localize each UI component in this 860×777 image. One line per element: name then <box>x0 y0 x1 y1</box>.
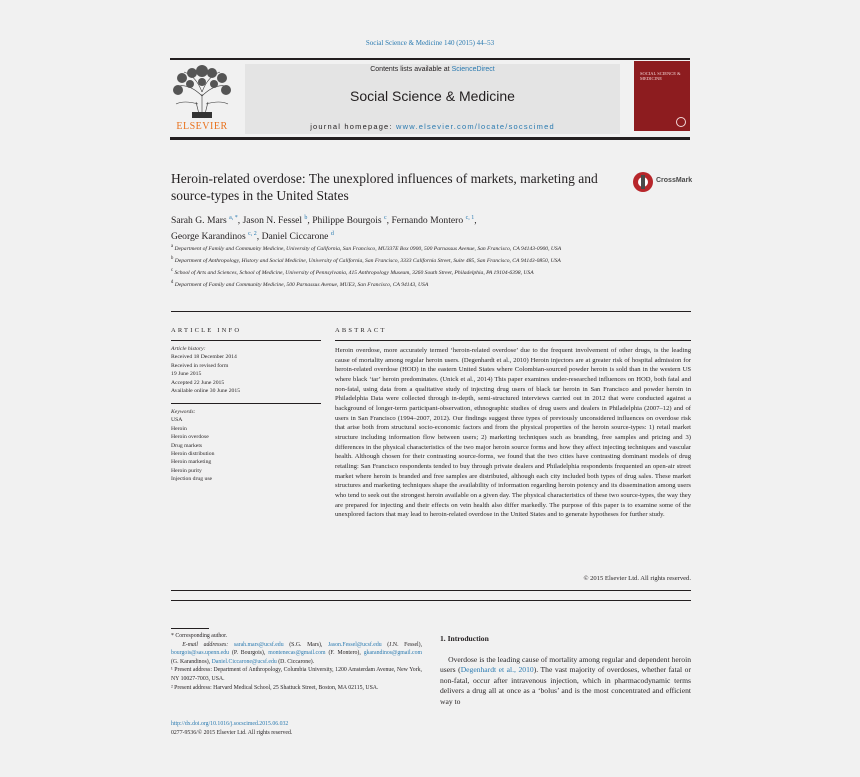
history-line: Received in revised form <box>171 362 229 369</box>
author-affil-marker[interactable]: b <box>304 215 308 221</box>
author-name[interactable]: Philippe Bourgois <box>312 215 382 227</box>
cover-logo-icon <box>676 117 686 127</box>
email-label: E-mail addresses: <box>182 641 229 648</box>
cover-title: SOCIAL SCIENCE & MEDICINE <box>640 71 681 81</box>
journal-title: Social Science & Medicine <box>350 88 515 104</box>
doi-block <box>171 720 422 737</box>
abstract-copyright: © 2015 Elsevier Ltd. All rights reserved. <box>583 575 691 582</box>
homepage-link[interactable]: www.elsevier.com/locate/socscimed <box>396 122 555 131</box>
journal-cover-image[interactable] <box>634 61 690 131</box>
history-label: Article history: <box>171 346 206 352</box>
doi-link[interactable]: http://dx.doi.org/10.1016/j.socscimed.2015.06.032 <box>171 721 289 727</box>
email-link[interactable]: gkarandinos@gmail.com <box>363 650 423 657</box>
header-rule-thick <box>170 137 690 140</box>
author-name[interactable]: George Karandinos <box>171 230 246 242</box>
author-affil-marker[interactable]: c, 2 <box>248 230 257 237</box>
homepage-line <box>245 122 620 131</box>
sciencedirect-link[interactable]: ScienceDirect <box>451 66 495 73</box>
journal-reference[interactable]: Social Science & Medicine 140 (2015) 44–53 <box>365 39 495 47</box>
keyword-item: Injection drug use <box>171 476 213 483</box>
info-divider <box>171 403 321 404</box>
present-address-note: ² Present address: Harvard Medical School, 25 Shattuck Street, Boston, MA 02115, USA. <box>171 684 379 691</box>
keyword-item: USA <box>171 417 183 424</box>
abstract-rule <box>335 340 691 341</box>
keyword-item: Heroin purity <box>171 467 202 474</box>
history-line: 19 June 2015 <box>171 371 202 378</box>
article-history <box>171 345 321 395</box>
email-addresses: E-mail addresses: sarah.mars@ucsf.edu (S.G. Mars), Jason.Fessel@ucsf.edu (J.N. Fessel), bourgois@sas.upenn.edu (P. Bourgois), montenecas@gmail.com (F. Montero), gkarandinos@gmail.com (G. Karandinos), Daniel.Ciccarone@ucsf.edu (D. Ciccarone). <box>171 641 423 665</box>
email-link[interactable]: montenecas@gmail.com <box>268 650 326 657</box>
section-rule <box>171 311 691 312</box>
section-rule-bottom <box>171 590 691 591</box>
author-affil-marker[interactable]: d <box>330 230 334 237</box>
introduction-heading: 1. Introduction <box>440 634 489 643</box>
history-line: Accepted 22 June 2015 <box>171 379 225 386</box>
article-info-heading: ARTICLE INFO <box>171 327 242 334</box>
keyword-item: Drug markets <box>171 442 203 449</box>
keywords <box>171 408 321 484</box>
citation-link[interactable]: Degenhardt et al., 2010 <box>460 665 534 675</box>
author-name[interactable]: Jason N. Fessel <box>242 215 302 227</box>
email-link[interactable]: Daniel.Ciccarone@ucsf.edu <box>211 658 277 665</box>
elsevier-wordmark: ELSEVIER <box>176 121 228 132</box>
crossmark-button[interactable] <box>633 172 693 192</box>
keyword-item: Heroin overdose <box>171 434 209 441</box>
author-name[interactable]: Sarah G. Mars <box>171 215 227 227</box>
history-line: Received 18 December 2014 <box>171 354 237 361</box>
keyword-item: Heroin <box>171 425 187 432</box>
keyword-item: Heroin distribution <box>171 451 215 458</box>
introduction-paragraph: Overdose is the leading cause of mortality among regular and dependent heroin users (Degenhardt et al., 2010). The vast majority of overdoses, whether fatal or non-fatal, occur after intravenous injection, which in pharmacodynamic terms delivers a drug all at once as a ‘bolus’ and is the most concentrated and efficient way to <box>440 655 691 706</box>
header-rule <box>170 58 690 60</box>
email-link[interactable]: bourgois@sas.upenn.edu <box>171 650 230 657</box>
abstract-text: Heroin overdose, more accurately termed ‘heroin-related overdose’ due to the frequent involvement of other drugs, is the leading cause of mortality among regular heroin users. (Degenhardt et al., 2010) Heroin injectors are at greater risk of hospital admission for heroin-related overdose (HOD) in the eastern United States where Colombian-sourced powder heroin is sold than in the western US where black ‘tar’ heroin predominates. (Unick et al., 2014) This paper examines under-researched influences on HOD, both fatal and non-fatal, using data from a qualitative study of injecting drug users of black tar heroin in San Francisco and powder heroin in Philadelphia Data were collected through in-depth, semi-structured interviews carried out in 2012 that were conducted against a background of longer-term participant-observation, ethnographic studies of drug users and dealers in Philadelphia (2007–12) and of users in San Francisco (1994–2007, 2012). Our findings suggest three types of previously unconsidered influences on overdose risk that arise both from structural socio-economic factors and from the physical properties of the heroin source-types: 1) retail market structure including information flow between users; 2) marketing techniques such as branding, free samples and pricing and 3) differences in the physical characteristics of the two major heroin source forms and how they affect injecting techniques and vascular health. Although chosen for their contrasting source-forms, we found that the two cities have contrasting dominant models of drug retailing: San Francisco respondents tended to buy through private dealers and Philadelphia respondents frequented an open-air street market where heroin is branded and free samples are distributed, although each city included both types of drug sales. These market structures and marketing techniques shape the availability of information regarding heroin potency and its dissemination among users who tend to seek out the strongest heroin available on a given day. The physical characteristics of these two source-types, the way they are prepared for injecting and their effects on vein health also differ markedly. The purpose of this paper is to examine some of the unexplored factors that may lead to heroin-related overdose in the United States and to generate hypotheses for further study. <box>335 347 691 519</box>
contents-line <box>245 66 620 73</box>
history-line: Available online 30 June 2015 <box>171 388 241 395</box>
affiliation-item: $^b$ Department of Anthropology, History and Social Medicine, University of California, San Francisco, 3333 California Street, Suite 485, San Francisco, CA 94143-0850, USA <box>171 255 561 264</box>
author-list: Sarah G. Mars $^{a, *}$, Jason N. Fessel $^b$, Philippe Bourgois $^c$, Fernando Montero $^{c, 1}$, George Karandinos $^{c, 2}$, Daniel Ciccarone $^d$ <box>171 215 477 242</box>
author-name[interactable]: Daniel Ciccarone <box>261 230 329 242</box>
section-rule-bottom-2 <box>171 600 691 601</box>
corresponding-author-note: * Corresponding author. <box>171 633 228 639</box>
keyword-item: Heroin marketing <box>171 459 212 466</box>
footnotes <box>171 632 422 692</box>
keywords-label: Keywords: <box>171 409 196 415</box>
present-address-note: ¹ Present address: Department of Anthropology, Columbia University, 1200 Amsterdam Avenue, New York, NY 10027-7003, USA. <box>171 667 422 682</box>
article-title: Heroin-related overdose: The unexplored influences of markets, marketing and source-types in the United States <box>171 171 598 203</box>
affiliation-item: $^a$ Department of Family and Community Medicine, University of California, San Francisco, MU337E Box 0900, 500 Parnassus Avenue, San Francisco, CA 94143-0900, USA <box>171 244 562 252</box>
author-affil-marker[interactable]: c <box>384 215 387 221</box>
contents-prefix: Contents lists available at <box>370 66 452 73</box>
affiliation-item: $^c$ School of Arts and Sciences, School of Medicine, University of Pennsylvania, 415 Anthropology Museum, 3260 South Street, Philadelphia, PA 19104-6398, USA <box>171 267 534 276</box>
homepage-prefix: journal homepage: <box>310 122 396 131</box>
crossmark-label: CrossMark <box>656 177 693 184</box>
affiliation-item: $^d$ Department of Family and Community Medicine, 500 Parnassus Avenue, MUE3, San Francisco, CA 94143, USA <box>171 279 429 288</box>
affiliations <box>171 242 631 289</box>
author-name[interactable]: Fernando Montero <box>391 215 464 227</box>
email-link[interactable]: sarah.mars@ucsf.edu <box>233 641 284 648</box>
author-affil-marker[interactable]: c, 1 <box>465 215 475 221</box>
issn-line: 0277-9536/© 2015 Elsevier Ltd. All rights reserved. <box>171 729 293 736</box>
author-affil-marker[interactable]: a, * <box>229 215 238 221</box>
email-link[interactable]: Jason.Fessel@ucsf.edu <box>328 641 382 648</box>
footnote-rule <box>171 628 209 629</box>
article-info-rule <box>171 340 321 341</box>
abstract-heading: ABSTRACT <box>335 327 387 334</box>
